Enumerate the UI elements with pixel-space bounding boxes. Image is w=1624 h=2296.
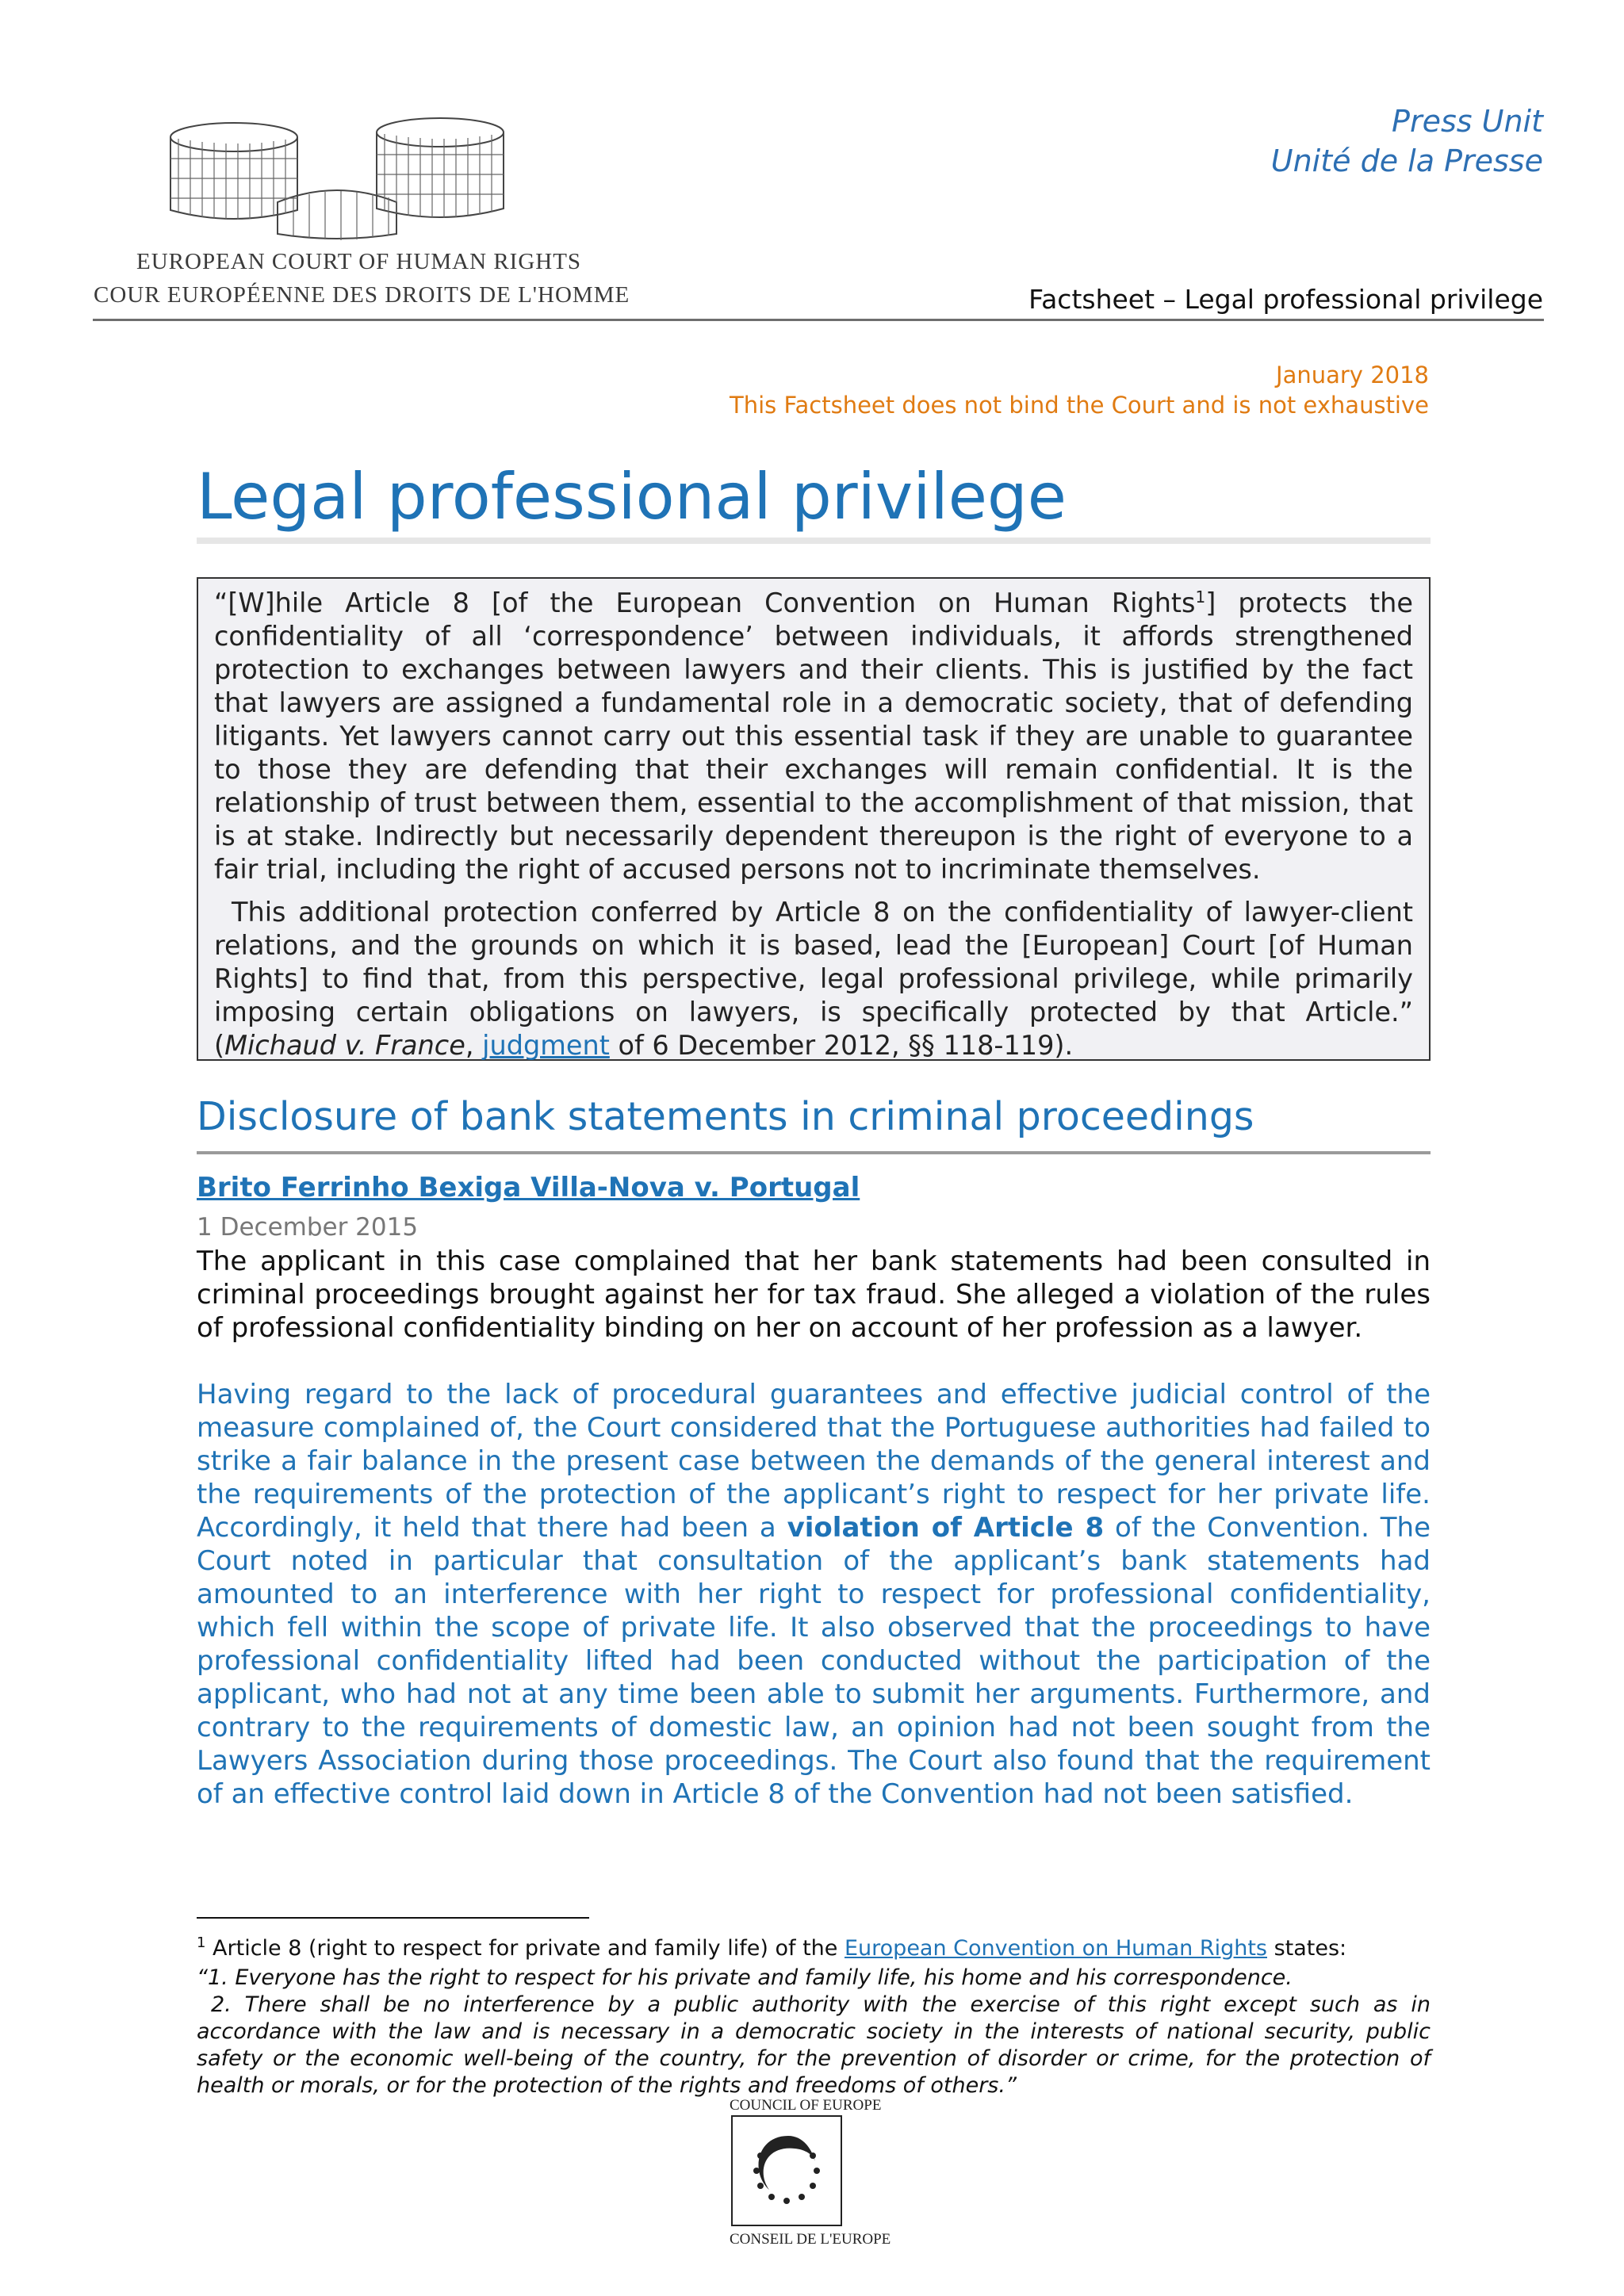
- disclaimer: This Factsheet does not bind the Court and is not exhaustive: [730, 392, 1429, 419]
- coe-label-en: COUNCIL OF EUROPE: [730, 2097, 882, 2114]
- footnote-para-2: 2. There shall be no interference by a public authority with the exercise of this right except such as in accordance with the law and is necessary in a democratic society in the interests of national security, public safety or the economic well-being of the country, for the prevention of disorder or crime, for the protection of health or morals, or for the protection of the rights and freedoms of others.”: [197, 1992, 1431, 2098]
- court-name-fr: COUR EUROPÉENNE DES DROITS DE L'HOMME: [94, 282, 630, 308]
- footnote-para-1: “1. Everyone has the right to respect for his private and family life, his home and his correspondence.: [197, 1965, 1293, 1990]
- title-underline: [197, 538, 1431, 544]
- quote-p2-main: This additional protection conferred by Article 8 on the confidentiality of lawyer-client relations, and the grounds on which it is based, lead the [European] Court [of Human Rights] to find that, from this perspective, legal professional privilege, while primarily imposing certain obligations on lawyers, is specifically protected by that Article.” (: [214, 897, 1413, 1061]
- factsheet-label: Factsheet – Legal professional privilege: [1028, 284, 1543, 315]
- court-name-en: EUROPEAN COURT OF HUMAN RIGHTS: [136, 249, 582, 274]
- footnote-intro-end: states:: [1267, 1936, 1347, 1961]
- quote-p1-start: “[W]hile Article 8 [of the European Convention on Human Rights: [214, 587, 1196, 618]
- quote-separator: ,: [465, 1030, 483, 1061]
- holding-start: Having regard to the lack of procedural guarantees and effective judicial control of the measure complained of, the Court considered that the Portuguese authorities had failed to strike a fair balance in the present case between the demands of the general interest and the requirements of the protection of the applicant’s right to respect for her private life. Accordingly, it held that there had been a: [197, 1379, 1431, 1544]
- quote-box: [197, 577, 1431, 1061]
- header-divider: [93, 319, 1544, 321]
- footnote-intro-text: Article 8 (right to respect for private and family life) of the: [205, 1936, 845, 1961]
- echr-link[interactable]: European Convention on Human Rights: [844, 1936, 1267, 1961]
- footnote-intro: [197, 1934, 1346, 1961]
- quote-paragraph-2: [214, 896, 1413, 1062]
- section-underline: [197, 1151, 1431, 1154]
- holding-violation: violation of Article 8: [787, 1512, 1105, 1544]
- quote-paragraph-1: [214, 587, 1413, 886]
- judgment-link[interactable]: judgment: [482, 1030, 610, 1061]
- footnote-number: 1: [197, 1934, 206, 1951]
- footnote-ref[interactable]: 1: [1195, 587, 1206, 607]
- page-title: Legal professional privilege: [197, 460, 1067, 534]
- case-facts: The applicant in this case complained that her bank statements had been consulted in criminal proceedings brought against her for tax fraud. She alleged a violation of the rules of professional confidentiality binding on her on account of her profession as a lawyer.: [197, 1246, 1431, 1344]
- coe-label-fr: CONSEIL DE L'EUROPE: [730, 2231, 891, 2248]
- coe-logo: [731, 2115, 842, 2226]
- coe-emblem-icon: [733, 2117, 841, 2225]
- press-unit-en: Press Unit: [1392, 104, 1543, 139]
- case-holding: [197, 1378, 1431, 1811]
- quote-case-name: Michaud v. France: [224, 1030, 465, 1061]
- publication-date: January 2018: [1276, 362, 1429, 388]
- section-heading: Disclosure of bank statements in criminal proceedings: [197, 1094, 1254, 1139]
- case-date: 1 December 2015: [197, 1213, 419, 1242]
- quote-p1-rest: ] protects the confidentiality of all ‘correspondence’ between individuals, it affords strengthened protection to exchanges between lawyers and their clients. This is justified by the fact that lawyers are assigned a fundamental role in a democratic society, that of defending litigants. Yet lawyers cannot carry out this essential task if they are unable to guarantee to those they are defending that their exchanges will remain confidential. It is the relationship of trust between them, essential to the accomplishment of that mission, that is at stake. Indirectly but necessarily dependent thereupon is the right of everyone to a fair trial, including the right of accused persons not to incriminate themselves.: [214, 587, 1413, 885]
- holding-rest: of the Convention. The Court noted in particular that consultation of the applicant’s bank statements had amounted to an interference with her right to respect for professional confidentiality, which fell within the scope of private life. It also observed that the proceedings to have professional confidentiality lifted had been conducted without the participation of the applicant, who had not at any time been able to submit her arguments. Furthermore, and contrary to the requirements of domestic law, an opinion had not been sought from the Lawyers Association during those proceedings. The Court also found that the requirement of an effective control laid down in Article 8 of the Convention had not been satisfied.: [197, 1512, 1431, 1810]
- case-link[interactable]: Brito Ferrinho Bexiga Villa-Nova v. Portugal: [197, 1172, 860, 1203]
- footnote-quote: [197, 1965, 1431, 2099]
- press-unit-fr: Unité de la Presse: [1270, 144, 1543, 178]
- press-unit: [1271, 101, 1543, 181]
- court-building-logo: [159, 115, 531, 242]
- footnote-divider: [197, 1917, 589, 1919]
- quote-p2-end: of 6 December 2012, §§ 118-119).: [609, 1030, 1074, 1061]
